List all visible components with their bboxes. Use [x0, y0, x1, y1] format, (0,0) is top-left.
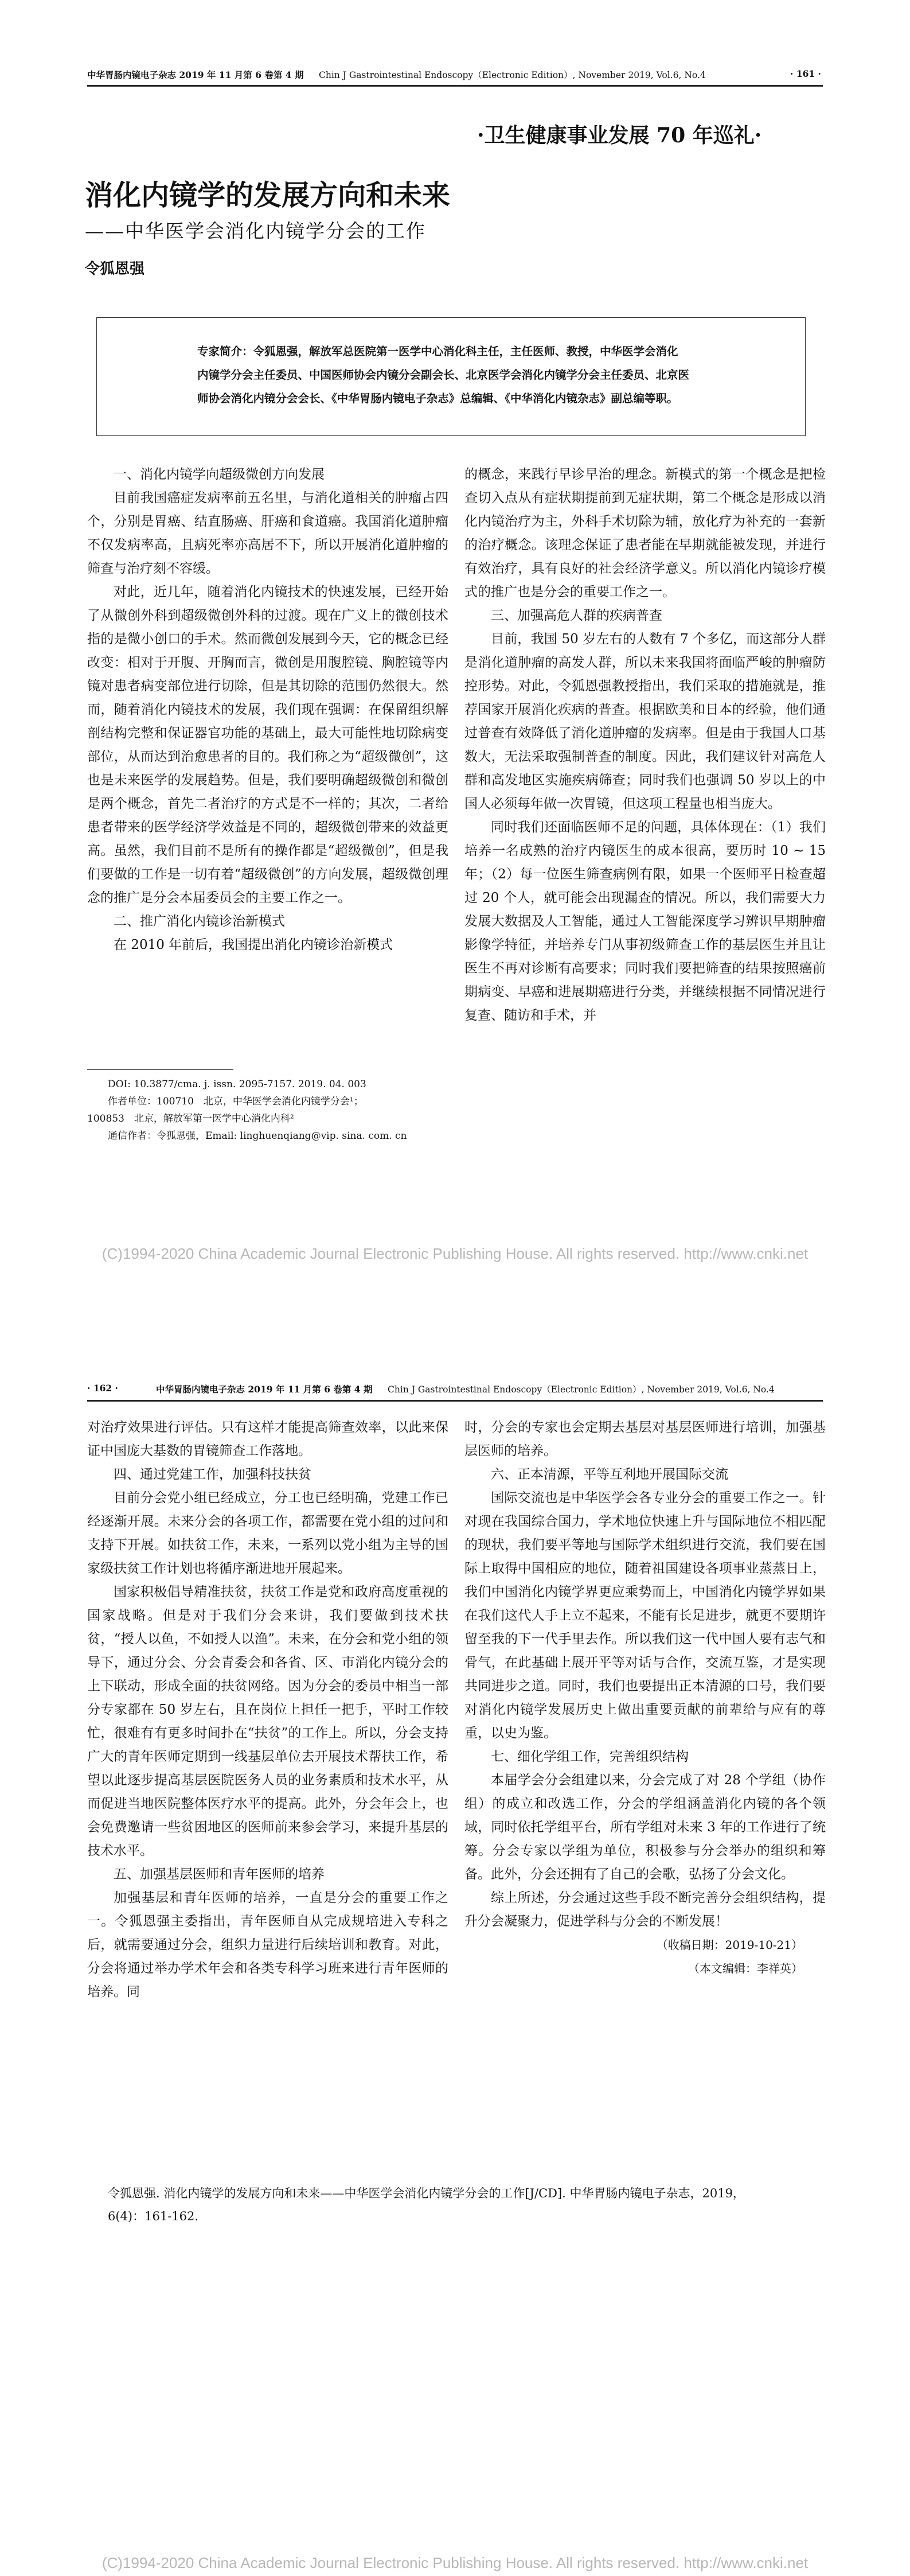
- body-paragraph: 国际交流也是中华医学会各专业分会的重要工作之一。针对现在我国综合国力，学术地位快速上升与国际地位不相匹配的现状，我们要平等地与国际学术组织进行交流，我们要在国际上取得中国相应的地位，随着祖国建设各项事业蒸蒸日上，我们中国消化内镜学界更应乘势而上，中国消化内镜学界如果在我们这代人手上立不起来，不能有长足进步，就更不要期许留至我的下一代手里去作。所以我们这一代中国人要有志气和骨气，在此基础上展开平等对话与合作，交流互鉴，才是实现共同进步之道。同时，我们也要提出正本清源的口号，我们要对消化内镜学发展历史上做出重要贡献的前辈给与应有的尊重，以史为鉴。: [464, 1491, 826, 1741]
- body-paragraph: 综上所述，分会通过这些手段不断完善分会组织结构，提升分会凝聚力，促进学科与分会的不断发展！: [464, 1890, 826, 1929]
- body-paragraph: 本届学会分会组建以来，分会完成了对 28 个学组（协作组）的成立和改选工作，分会的学组涵盖消化内镜的各个领域，同时依托学组平台，所有学组对未来 3 年的工作进行了统筹。分会专家以学组为单位，积极参与分会举办的组织和筹备。此外，分会还拥有了自己的会歌，弘扬了分会文化。: [464, 1773, 826, 1882]
- page1-header-journal-cn: 中华胃肠内镜电子杂志 2019 年 11 月第 6 卷第 4 期: [87, 69, 304, 80]
- footnote-rule: [87, 1069, 233, 1070]
- body-paragraph: 的概念，来践行早诊早治的理念。新模式的第一个概念是把检查切入点从有症状期提前到无症状期，第二个概念是形成以消化内镜治疗为主，外科手术切除为辅，放化疗为补充的一套新的治疗概念。该理念保证了患者能在早期就能被发现，并进行有效治疗，具有良好的社会经济学意义。所以消化内镜诊疗模式的推广也是分会的重要工作之一。: [464, 467, 826, 600]
- page1-right-column: [464, 463, 826, 1028]
- body-paragraph: 国家积极倡导精准扶贫，扶贫工作是党和政府高度重视的国家战略。但是对于我们分会来讲，我们要做到技术扶贫，“授人以鱼，不如授人以渔”。未来，在分会和党小组的领导下，通过分会、分会青委会和各省、区、市消化内镜分会的上下联动，形成全面的扶贫网络。因为分会的委员中相当一部分专家都在 50 岁左右，且在岗位上担任一把手，平时工作较忙，很难有有更多时间扑在“扶贫”的工作上。所以，分会支持广大的青年医师定期到一线基层单位去开展技术帮扶工作，希望以此逐步提高基层医院医务人员的业务素质和技术水平，从而促进当地医院整体医疗水平的提高。此外，分会年会上，也会免费邀请一些贫困地区的医师前来参会学习，来提升基层的技术水平。: [87, 1585, 448, 1858]
- copyright-notice: (C)1994-2020 China Academic Journal Electronic Publishing House. All rights reserved. http://www.cnki.net: [101, 2554, 809, 2571]
- body-paragraph: 目前我国癌症发病率前五名里，与消化道相关的肿瘤占四个，分别是胃癌、结直肠癌、肝癌和食道癌。我国消化道肿瘤不仅发病率高，且病死率亦高居不下，所以开展消化道肿瘤的筛查与治疗刻不容缓。: [87, 491, 448, 576]
- citation-line: 令狐恩强. 消化内镜学的发展方向和未来——中华医学会消化内镜学分会的工作[J/CD]. 中华胃肠内镜电子杂志，2019，: [108, 2186, 745, 2200]
- body-paragraph: 时，分会的专家也会定期去基层对基层医师进行培训，加强基层医师的培养。: [464, 1420, 826, 1458]
- section-heading: 五、加强基层医师和青年医师的培养: [114, 1867, 325, 1882]
- doi-text: DOI: 10.3877/cma. j. issn. 2095-7157. 2019. 04. 003: [108, 1079, 366, 1090]
- section-heading: 一、消化内镜学向超级微创方向发展: [114, 467, 325, 482]
- page2-header-journal-en: Chin J Gastrointestinal Endoscopy（Electronic Edition）, November 2019, Vol.6, No.4: [388, 1384, 775, 1395]
- profile-line: 专家简介：令狐恩强，解放军总医院第一医学中心消化科主任，主任医师、教授，中华医学会消化: [197, 345, 678, 358]
- page1-header-page-number: · 161 ·: [790, 68, 821, 79]
- profile-line: 师协会消化内镜分会会长、《中华胃肠内镜电子杂志》总编辑、《中华消化内镜杂志》副总编等职。: [197, 392, 678, 405]
- page2-header-page-number: · 162 ·: [87, 1383, 118, 1394]
- article-author: 令狐恩强: [85, 260, 145, 278]
- page1-footnotes: [87, 1076, 407, 1145]
- article-title: 消化内镜学的发展方向和未来: [85, 178, 451, 212]
- citation-line: 6(4)：161-162.: [108, 2209, 199, 2223]
- citation: [108, 2182, 745, 2228]
- profile-line: 内镜学分会主任委员、中国医师协会内镜分会副会长、北京医学会消化内镜学分会主任委员、北京医: [197, 368, 690, 382]
- received-date: （收稿日期：2019-10-21）: [656, 1938, 803, 1952]
- body-paragraph: 对此，近几年，随着消化内镜技术的快速发展，已经开始了从微创外科到超级微创外科的过渡。现在广义上的微创技术指的是微小创口的手术。然而微创发展到今天，它的概念已经改变：相对于开腹、开胸而言，微创是用腹腔镜、胸腔镜等内镜对患者病变部位进行切除，但是其切除的范围仍然很大。然而，随着消化内镜技术的发展，我们现在强调：在保留组织解剖结构完整和保证器官功能的基础上，最大可能性地切除病变部位，从而达到治愈患者的目的。我们称之为“超级微创”，这也是未来医学的发展趋势。但是，我们要明确超级微创和微创是两个概念，首先二者治疗的方式是不一样的；其次，二者给患者带来的医学经济学效益是不同的，超级微创带来的效益更高。虽然，我们目前不是所有的操作都是“超级微创”，但是我们要做的工作是一切有着“超级微创”的方向发展，超级微创理念的推广是分会本届委员会的主要工作之一。: [87, 585, 448, 905]
- body-paragraph: 同时我们还面临医师不足的问题，具体体现在：（1）我们培养一名成熟的治疗内镜医生的成本很高，要历时 10 ~ 15 年；（2）每一位医生筛查病例有限，如果一个医师平日检查超过 20 个人，就可能会出现漏查的情况。所以，我们需要大力发展大数据及人工智能，通过人工智能深度学习辨识早期肿瘤影像学特征，并培养专门从事初级筛查工作的基层医生并且让医生不再对诊断有高要求；同时我们要把筛查的结果按照癌前期病变、早癌和进展期癌进行分类，并继续根据不同情况进行复查、随访和手术，并: [464, 820, 826, 1023]
- copyright-notice: (C)1994-2020 China Academic Journal Electronic Publishing House. All rights reserved. http://www.cnki.net: [101, 1245, 809, 1262]
- body-paragraph: 在 2010 年前后，我国提出消化内镜诊治新模式: [114, 937, 393, 952]
- page2-right-column: [464, 1416, 826, 1980]
- body-paragraph: 目前分会党小组已经成立，分工也已经明确，党建工作已经逐渐开展。未来分会的各项工作，都需要在党小组的过问和支持下开展。如扶贫工作，未来，一系列以党小组为主导的国家级扶贫工作计划也将循序渐进地开展起来。: [87, 1491, 448, 1576]
- page2-left-column: [87, 1416, 448, 2004]
- body-paragraph: 目前，我国 50 岁左右的人数有 7 个多亿，而这部分人群是消化道肿瘤的高发人群，所以未来我国将面临严峻的肿瘤防控形势。对此，令狐恩强教授指出，我们采取的措施就是，推荐国家开展消化疾病的普查。根据欧美和日本的经验，他们通过普查有效降低了消化道肿瘤的发病率。但是由于我国人口基数大，无法采取强制普查的制度。因此，我们建议针对高危人群和高发地区实施疾病筛查；同时我们也强调 50 岁以上的中国人必须每年做一次胃镜，但这项工程量也相当庞大。: [464, 632, 826, 811]
- page2-header-journal-cn: 中华胃肠内镜电子杂志 2019 年 11 月第 6 卷第 4 期: [156, 1384, 373, 1395]
- editor-credit: （本文编辑：李祥英）: [688, 1962, 803, 1975]
- affiliation-text: 100853 北京，解放军第一医学中心消化内科²: [87, 1113, 294, 1124]
- body-paragraph: 加强基层和青年医师的培养，一直是分会的重要工作之一。令狐恩强主委指出，青年医师自从完成规培进入专科之后，就需要通过分会，组织力量进行后续培训和教育。对此，分会将通过举办学术年会和各类专科学习班来进行青年医师的培养。同: [87, 1890, 448, 1999]
- page1-header-rule: [87, 85, 823, 87]
- article-subtitle: ——中华医学会消化内镜学分会的工作: [85, 220, 426, 242]
- body-paragraph: 对治疗效果进行评估。只有这样才能提高筛查效率，以此来保证中国庞大基数的胃镜筛查工作落地。: [87, 1420, 448, 1458]
- section-heading: 三、加强高危人群的疾病普查: [491, 608, 662, 623]
- section-heading: 六、正本清源，平等互利地开展国际交流: [491, 1467, 728, 1482]
- section-heading: 二、推广消化内镜诊治新模式: [114, 914, 285, 929]
- page1-column-banner: ·卫生健康事业发展 70 年巡礼·: [477, 123, 762, 147]
- page1-header-journal-en: Chin J Gastrointestinal Endoscopy（Electronic Edition）, November 2019, Vol.6, No.4: [319, 70, 706, 80]
- section-heading: 四、通过党建工作，加强科技扶贫: [114, 1467, 311, 1482]
- profile-box: [96, 317, 806, 436]
- section-heading: 七、细化学组工作，完善组织结构: [491, 1749, 689, 1764]
- affiliation-text: 作者单位：100710 北京，中华医学会消化内镜学分会¹；: [108, 1096, 364, 1107]
- page2-header-rule: [87, 1400, 823, 1402]
- contact-text: 通信作者：令狐恩强，Email: linghuenqiang@vip. sina. com. cn: [108, 1130, 407, 1142]
- page1-left-column: [87, 463, 448, 957]
